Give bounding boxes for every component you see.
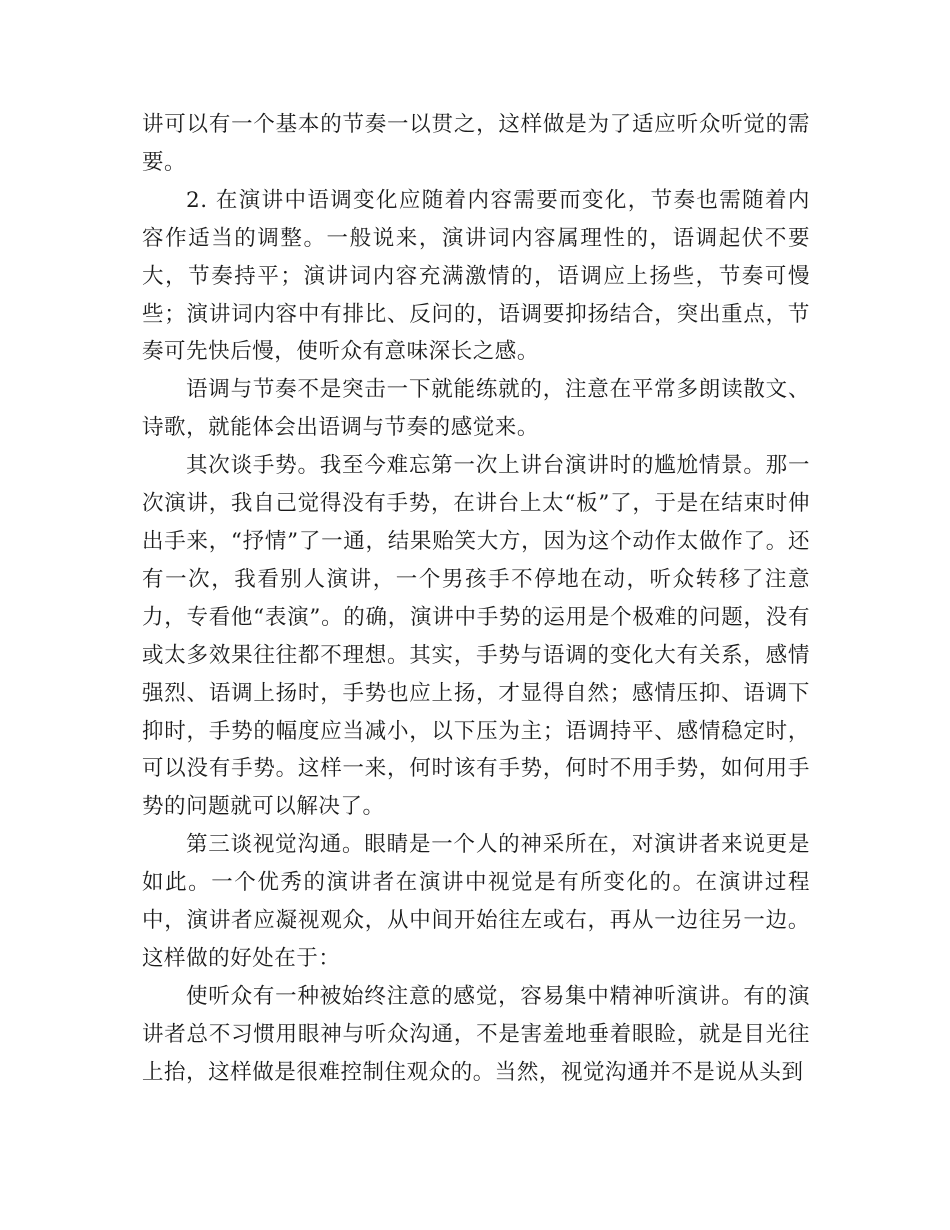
- document-body: [142, 106, 810, 1092]
- paragraph-eye-contact-benefits: 使听众有一种被始终注意的感觉，容易集中精神听演讲。有的演讲者总不习惯用眼神与听众沟通，不是害羞地垂着眼睑，就是目光往上抬，这样做是很难控制住观众的。当然，视觉沟通并不是说从头到: [142, 983, 810, 1085]
- paragraph-tone-rhythm-practice: 语调与节奏不是突击一下就能练就的，注意在平常多朗读散文、诗歌，就能体会出语调与节奏的感觉来。: [142, 377, 810, 441]
- paragraph-continuation: 讲可以有一个基本的节奏一以贯之，这样做是为了适应听众听觉的需要。: [142, 112, 810, 175]
- paragraph-gestures: 其次谈手势。我至今难忘第一次上讲台演讲时的尴尬情景。那一次演讲，我自己觉得没有手势，在讲台上太“板”了，于是在结束时伸出手来，“抒情”了一通，结果贻笑大方，因为这个动作太做作了。还有一次，我看别人演讲，一个男孩手不停地在动，听众转移了注意力，专看他“表演”。的确，演讲中手势的运用是个极难的问题，没有或太多效果往往都不理想。其实，手势与语调的变化大有关系，感情强烈、语调上扬时，手势也应上扬，才显得自然；感情压抑、语调下抑时，手势的幅度应当减小，以下压为主；语调持平、感情稳定时，可以没有手势。这样一来，何时该有手势，何时不用手势，如何用手势的问题就可以解决了。: [142, 453, 810, 820]
- paragraph-tone-rhythm-point-2: 2. 在演讲中语调变化应随着内容需要而变化，节奏也需随着内容作适当的调整。一般说来，演讲词内容属理性的，语调起伏不要大，节奏持平；演讲词内容充满激情的，语调应上扬些，节奏可慢些；演讲词内容中有排比、反问的，语调要抑扬结合，突出重点，节奏可先快后慢，使听众有意味深长之感。: [142, 187, 810, 365]
- paragraph-visual-communication: 第三谈视觉沟通。眼睛是一个人的神采所在，对演讲者来说更是如此。一个优秀的演讲者在演讲中视觉是有所变化的。在演讲过程中，演讲者应凝视观众，从中间开始往左或右，再从一边往另一边。这样做的好处在于：: [142, 832, 810, 971]
